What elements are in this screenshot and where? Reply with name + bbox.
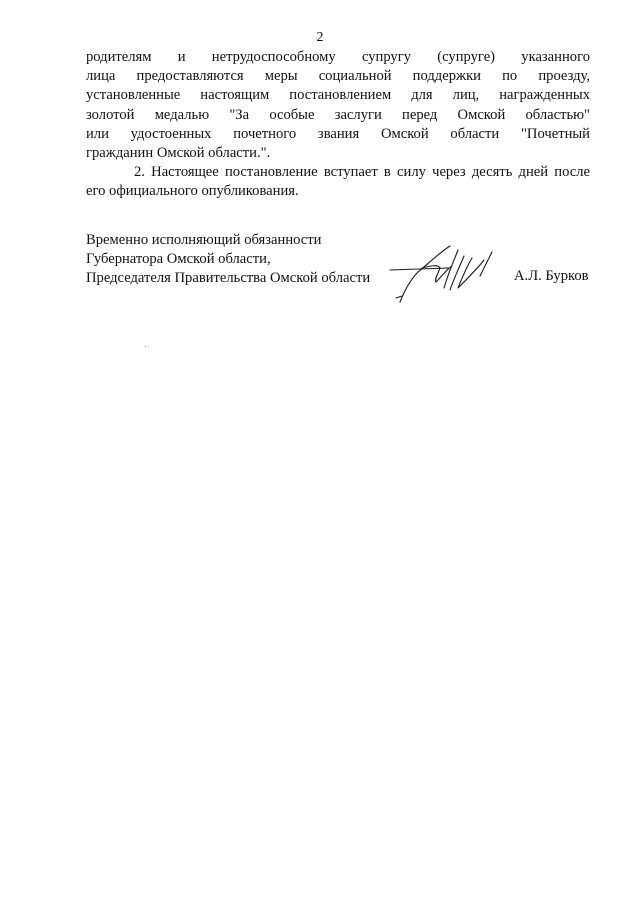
scan-speck xyxy=(145,346,146,347)
signatory-title xyxy=(86,231,370,288)
signatory-title-line: Губернатора Омской области, xyxy=(86,251,271,267)
paragraph-2 xyxy=(86,163,590,201)
text-line: его официального опубликования. xyxy=(86,183,299,200)
text-line: установленные настоящим постановлением для лиц, награжденных xyxy=(86,87,590,104)
text-line: лица предоставляются меры социальной поддержки по проезду, xyxy=(86,68,590,85)
text-line: родителям и нетрудоспособному супругу (супруге) указанного xyxy=(86,49,590,65)
signatory-title-line: Председателя Правительства Омской области xyxy=(86,270,371,286)
signatory-name: А.Л. Бурков xyxy=(514,268,589,284)
text-line: гражданин Омской области.". xyxy=(86,145,271,162)
handwritten-signature xyxy=(388,238,506,310)
text-line: золотой медалью "За особые заслуги перед Омской областью" xyxy=(86,106,590,123)
text-line: или удостоенных почетного звания Омской области "Почетный xyxy=(86,125,590,142)
document-body xyxy=(86,48,590,202)
page-number: 2 xyxy=(316,30,324,45)
signatory-title-line: Временно исполняющий обязанности xyxy=(86,232,322,248)
paragraph-1 xyxy=(86,48,590,163)
text-line: 2. Настоящее постановление вступает в силу через десять дней после xyxy=(134,164,590,181)
